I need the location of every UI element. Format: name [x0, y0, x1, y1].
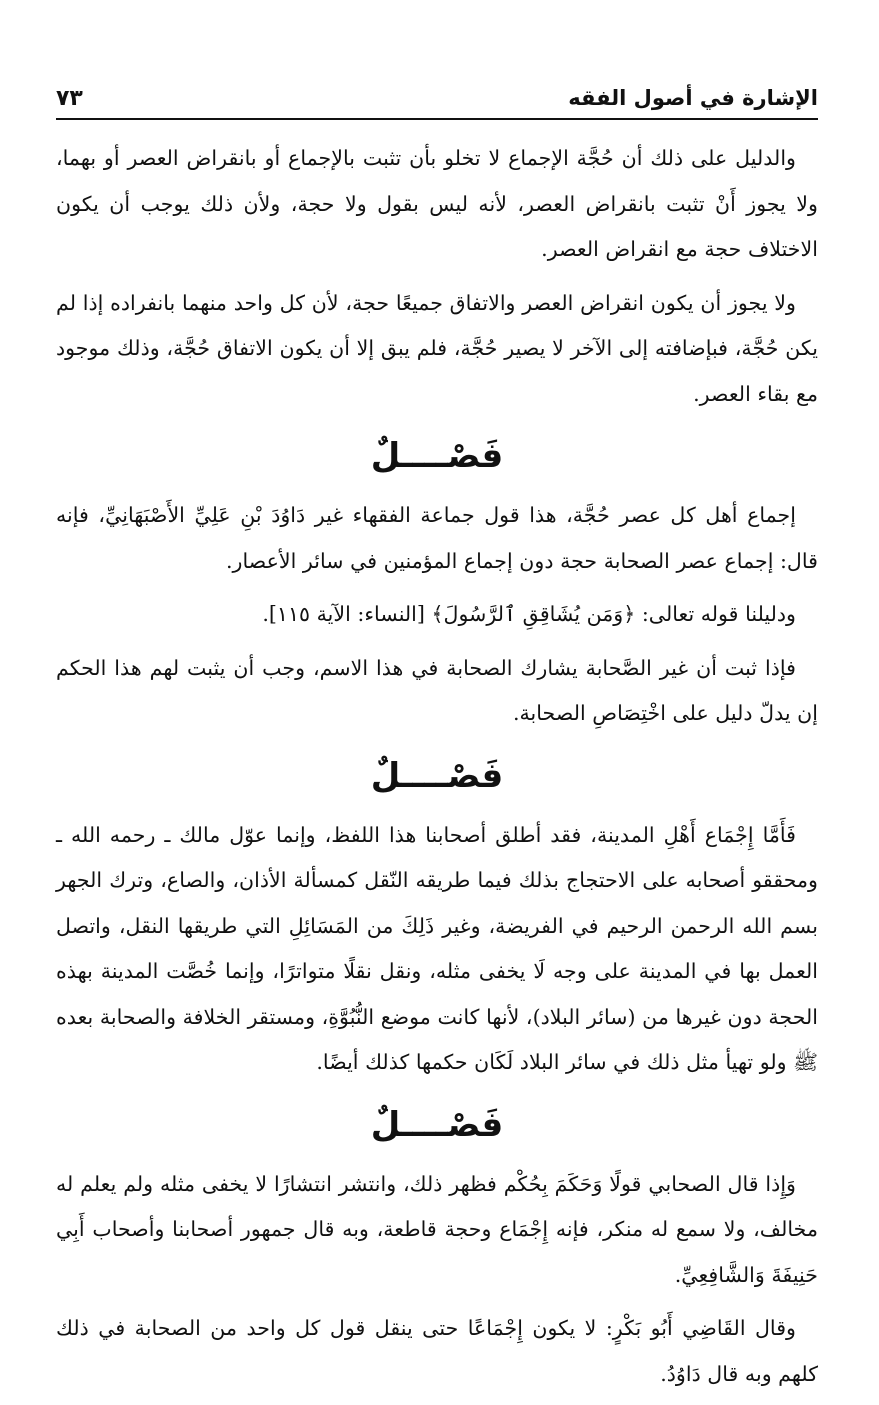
running-title: الإشارة في أصول الفقه — [568, 86, 818, 110]
book-page — [56, 0, 818, 1388]
page-number: ٧٣ — [56, 85, 83, 111]
paragraph: وَإِذا قال الصحابي قولًا وَحَكَمَ بِحُكْم فظهر ذلك، وانتشر انتشارًا لا يخفى مثله ولم يعلم له مخالف، ولا سمع له منكر، فإنه إِجْمَاع وحجة قاطعة، وبه قال جمهور أصحابنا وأصحاب أَبِي حَنِيفَةَ وَالشَّافِعِيِّ. — [56, 1171, 818, 1287]
page-header — [56, 78, 818, 120]
paragraph: فإذا ثبت أن غير الصَّحابة يشارك الصحابة في هذا الاسم، وجب أن يثبت لهم هذا الحكم إن يدلّ دليل على اخْتِصَاصِ الصحابة. — [56, 655, 818, 725]
section-heading: فَصْــــلٌ — [370, 755, 504, 796]
paragraph: إجماع أهل كل عصر حُجَّة، هذا قول جماعة الفقهاء غير دَاوُدَ بْنِ عَلِيِّ الأَصْبَهَانِيِّ، فإنه قال: إجماع عصر الصحابة حجة دون إجماع المؤمنين في سائر الأعصار. — [56, 503, 818, 573]
quran-citation-paragraph: ودليلنا قوله تعالى: ﴿وَمَن يُشَاقِقِ ٱلرَّسُولَ﴾ [النساء: الآية ١١٥]. — [262, 602, 796, 626]
section-heading: فَصْــــلٌ — [370, 436, 504, 476]
section-heading: فَصْــــلٌ — [370, 1104, 504, 1145]
page-body — [56, 136, 818, 1405]
paragraph: ولا يجوز أن يكون انقراض العصر والاتفاق جميعًا حجة، لأن كل واحد منهما بانفراده إذا لم يكن حُجَّة، فبإضافته إلى الآخر لا يصير حُجَّة، فلم يبق إلا أن يكون الاتفاق حُجَّة، وذلك موجود مع بقاء العصر. — [56, 290, 818, 406]
paragraph: فَأَمَّا إِجْمَاع أَهْلِ المدينة، فقد أطلق أصحابنا هذا اللفظ، وإنما عوّل مالك ـ رحمه الله ـ ومحققو أصحابه على الاحتجاج بذلك فيما طريقه النّقل كمسألة الأذان، والصاع، وترك الجهر بسم الله الرحمن الرحيم في الفريضة، وغير ذَلِكَ من المَسَائِلِ التي طريقها النقل، واتصل العمل بها في المدينة على وجه لَا يخفى مثله، ونقل نقلًا متواترًا، وإنما خُصَّت المدينة بهذه الحجة دون غيرها من (سائر البلاد)، لأنها كانت موضع النُّبُوَّةِ، ومستقر الخلافة والصحابة بعده ﷺ ولو تهيأ مثل ذلك في سائر البلاد لَكَان حكمها كذلك أيضًا. — [56, 822, 818, 1074]
paragraph: والدليل على ذلك أن حُجَّة الإجماع لا تخلو بأن تثبت بالإجماع أو بانقراض العصر أو بهما، ولا يجوز أَنْ تثبت بانقراض العصر، لأنه ليس بقول ولا حجة، ولأن ذلك يوجب أن يكون الاختلاف حجة مع انقراض العصر. — [56, 146, 818, 261]
paragraph: وقال القَاضِي أَبُو بَكْرٍ: لا يكون إِجْمَاعًا حتى ينقل قول كل واحد من الصحابة في ذلك كلهم وبه قال دَاوُدُ. — [56, 1316, 818, 1386]
